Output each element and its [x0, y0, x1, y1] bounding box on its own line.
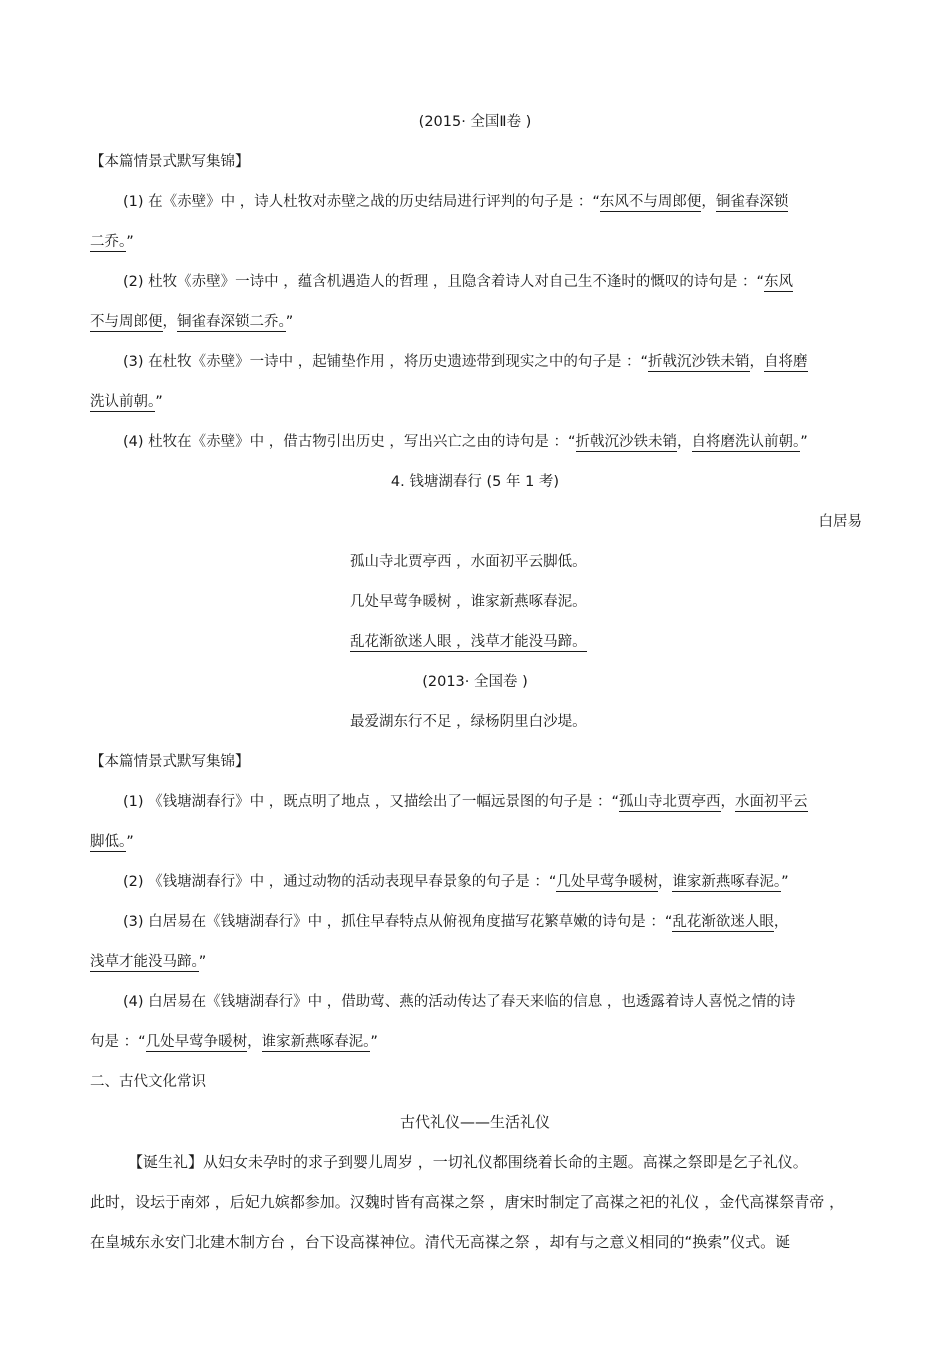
question-2: [123, 272, 793, 292]
article-title: 古代礼仪——生活礼仪: [399, 1113, 550, 1131]
question-1: (1) 《钱塘湖春行》中 ，既点明了地点 ，又描绘出了一幅远景图的句子是 ：“孤山寺北贾亭西，水面初平云: [123, 794, 808, 810]
question-4-cont: 句是 ：“几处早莺争暖树，谁家新燕啄春泥。”: [90, 1034, 378, 1050]
poem-title: 4. 钱塘湖春行 (5 年 1 考): [390, 474, 560, 490]
answer-blank: 铜雀春深锁: [715, 194, 789, 210]
answer-blank: 浅草才能没马蹄。: [90, 954, 199, 970]
section-heading: 二、古代文化常识: [90, 1074, 206, 1090]
question-1-cont: 二乔。”: [90, 234, 134, 250]
question-4: (4) 白居易在《钱塘湖春行》中 ，借助莺、燕的活动传达了春天来临的信息 ，也透露着诗人喜悦之情的诗: [123, 994, 796, 1010]
body-line: 【诞生礼】从妇女未孕时的求子到婴儿周岁 ，一切礼仪都围绕着长命的主题。高禖之祭即是乞子礼仪。: [128, 1153, 808, 1171]
poem-line: 最爱湖东行不足 ，绿杨阴里白沙堤。: [350, 714, 587, 730]
poem-author: 白居易: [818, 514, 862, 530]
question-text: (1) 在《赤壁》中 ，诗人杜牧对赤壁之战的历史结局进行评判的句子是 ：“: [123, 194, 600, 210]
answer-blank: 自将磨洗认前朝。: [691, 434, 801, 450]
answer-blank: 不与周郎便: [90, 314, 163, 330]
section-header: 【本篇情景式默写集锦】: [90, 754, 250, 770]
question-3-cont: 浅草才能没马蹄。”: [90, 954, 207, 970]
answer-blank: 水面初平云: [735, 794, 808, 810]
question-2: (2) 《钱塘湖春行》中 ，通过动物的活动表现早春景象的句子是 ：“几处早莺争暖树，谁家新燕啄春泥。”: [123, 874, 789, 890]
answer-blank: 几处早莺争暖树: [556, 874, 658, 890]
poem-line-underlined: 乱花渐欲迷人眼 ，浅草才能没马蹄。: [350, 634, 587, 650]
answer-blank: 二乔。: [90, 234, 127, 250]
question-text: (1) 《钱塘湖春行》中 ，既点明了地点 ，又描绘出了一幅远景图的句子是 ：“: [123, 794, 619, 810]
answer-blank: 脚低。: [90, 834, 127, 850]
question-3: (3) 在杜牧《赤壁》一诗中 ，起铺垫作用 ，将历史遗迹带到现实之中的句子是 ：“折戟沉沙铁未销，自将磨: [123, 354, 808, 370]
question-4: (4) 杜牧在《赤壁》中 ，借古物引出历史 ，写出兴亡之由的诗句是 ：“折戟沉沙铁未销，自将磨洗认前朝。”: [123, 434, 808, 450]
answer-blank: 折戟沉沙铁未销: [648, 354, 750, 370]
answer-blank: 洗认前朝。: [90, 394, 156, 410]
question-text: (3) 在杜牧《赤壁》一诗中 ，起铺垫作用 ，将历史遗迹带到现实之中的句子是 ：“: [123, 354, 648, 370]
answer-blank: 折戟沉沙铁未销: [575, 434, 677, 450]
body-line: 此时，设坛于南郊 ，后妃九嫔都参加。汉魏时皆有高禖之祭 ，唐宋时制定了高禖之祀的礼仪 ，金代高禖祭青帝 ，: [90, 1193, 845, 1211]
answer-blank: 几处早莺争暖树: [145, 1034, 248, 1050]
answer-blank: 东风不与周郎便: [599, 194, 702, 210]
question-text: (2) 《钱塘湖春行》中 ，通过动物的活动表现早春景象的句子是 ：“: [123, 874, 557, 890]
question-3: (3) 白居易在《钱塘湖春行》中 ，抓住早春特点从俯视角度描写花繁草嫩的诗句是 ：“乱花渐欲迷人眼，: [123, 914, 789, 930]
question-text: (2) 杜牧《赤壁》一诗中 ，蕴含机遇造人的哲理 ，且隐含着诗人对自己生不逢时的慨叹的诗句是 ：“: [123, 274, 764, 290]
answer-blank: 谁家新燕啄春泥。: [261, 1034, 371, 1050]
section-header: 【本篇情景式默写集锦】: [90, 154, 250, 170]
answer-blank: 谁家新燕啄春泥。: [672, 874, 782, 890]
body-line: 在皇城东永安门北建木制方台 ，台下设高禖神位。清代无高禖之祭 ，却有与之意义相同的“换索”仪式。诞: [90, 1233, 791, 1251]
poem-line: 几处早莺争暖树 ，谁家新燕啄春泥。: [350, 594, 587, 610]
question-1: (1) 在《赤壁》中 ，诗人杜牧对赤壁之战的历史结局进行评判的句子是 ：“东风不与周郎便，铜雀春深锁: [123, 194, 789, 210]
source-note-2015: (2015· 全国Ⅱ卷 ): [418, 114, 532, 130]
question-3-cont: 洗认前朝。”: [90, 394, 163, 410]
question-1-cont: 脚低。”: [90, 834, 134, 850]
poem-line: 孤山寺北贾亭西 ，水面初平云脚低。: [350, 554, 587, 570]
answer-blank: 东风: [763, 274, 793, 290]
answer-blank: 铜雀春深锁二乔。: [177, 314, 286, 330]
source-note-2013: (2013· 全国卷 ): [422, 674, 528, 690]
answer-blank: 孤山寺北贾亭西: [619, 794, 721, 810]
question-2-cont: 不与周郎便，铜雀春深锁二乔。”: [90, 314, 294, 330]
question-text: (3) 白居易在《钱塘湖春行》中 ，抓住早春特点从俯视角度描写花繁草嫩的诗句是 ：“: [123, 914, 673, 930]
answer-blank: 乱花渐欲迷人眼: [672, 914, 774, 930]
answer-blank: 自将磨: [764, 354, 808, 370]
question-text: (4) 杜牧在《赤壁》中 ，借古物引出历史 ，写出兴亡之由的诗句是 ：“: [123, 434, 576, 450]
